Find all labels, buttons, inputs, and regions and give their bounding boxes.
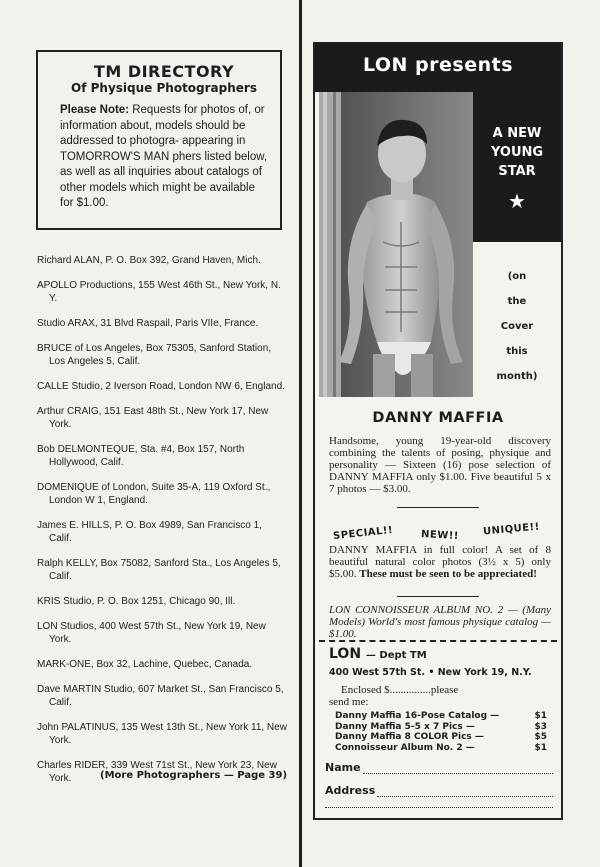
coupon-cut-line	[319, 640, 557, 642]
address-field[interactable]	[325, 784, 553, 797]
order-heading	[329, 646, 427, 662]
tagline-line: STAR	[498, 164, 536, 179]
order-dept: — Dept TM	[365, 650, 427, 661]
special-banner	[325, 518, 551, 546]
list-item: APOLLO Productions, 155 West 46th St., New York, N. Y.	[37, 280, 281, 304]
album-offer: LON CONNOISSEUR ALBUM NO. 2 — (Many Models) World's most famous physique catalog — $1.00.	[329, 604, 551, 640]
item-name: Danny Maffia 8 COLOR Pics —	[335, 732, 484, 742]
tagline	[473, 124, 561, 181]
list-item: KRIS Studio, P. O. Box 1251, Chicago 90, Ill.	[37, 596, 236, 607]
enclosed-send-me: send me:	[329, 696, 369, 708]
list-item: Arthur CRAIG, 151 East 48th St., New York 17, New York.	[37, 406, 269, 430]
star-icon: ★	[508, 191, 526, 213]
item-price: $1	[534, 711, 547, 721]
color-offer-text: DANNY MAFFIA in full color! A set of 8 beautiful natural color photos (3½ x 5) only $5.00.	[329, 544, 551, 580]
cover-note-line: this	[506, 346, 528, 357]
directory-title: TM DIRECTORY	[93, 62, 235, 81]
table-row[interactable]	[335, 711, 547, 722]
tagline-line: A NEW	[492, 126, 542, 141]
divider-rule	[397, 596, 479, 597]
item-name: Connoisseur Album No. 2 —	[335, 742, 475, 753]
table-row[interactable]	[335, 722, 547, 733]
ad-header-title: LON presents	[362, 54, 514, 76]
item-price: $3	[534, 721, 547, 732]
page-divider	[299, 0, 302, 867]
item-name: Danny Maffia 16-Pose Catalog —	[335, 711, 500, 721]
enclosed-amount: Enclosed $...............please	[341, 684, 459, 696]
list-item: Dave MARTIN Studio, 607 Market St., San Francisco 5, Calif.	[37, 684, 284, 708]
table-row[interactable]	[335, 743, 547, 754]
item-price: $5	[534, 732, 547, 742]
model-photo	[319, 92, 473, 397]
ad-header	[315, 44, 561, 92]
model-photo-illustration	[319, 92, 473, 397]
color-offer-note: These must be seen to be appreciated!	[359, 568, 537, 580]
photographer-list	[37, 254, 287, 797]
tagline-line: YOUNG	[490, 145, 544, 160]
list-item: DOMENIQUE of London, Suite 35-A, 119 Oxford St., London W 1, England.	[37, 482, 271, 506]
list-item: MARK-ONE, Box 32, Lachine, Quebec, Canada.	[37, 659, 253, 670]
list-item: Ralph KELLY, Box 75082, Sanford Sta., Los Angeles 5, Calif.	[37, 558, 281, 582]
more-photographers-note: (More Photographers — Page 39)	[100, 770, 288, 781]
order-brand: LON	[329, 646, 362, 662]
cover-note-line: month)	[496, 371, 538, 382]
color-offer	[329, 544, 551, 580]
address-second-line[interactable]	[325, 807, 553, 808]
item-name: Danny Maffia 5-5 x 7 Pics —	[335, 721, 475, 732]
new-word: NEW!!	[420, 529, 460, 542]
address-label: Address	[325, 784, 376, 797]
enclosed-line	[329, 684, 551, 708]
star-name: DANNY MAFFIA	[372, 410, 504, 426]
address-input-line[interactable]	[377, 787, 553, 797]
list-item: Studio ARAX, 31 Blvd Raspail, Paris VIIe, France.	[37, 318, 259, 329]
divider-rule	[397, 507, 479, 508]
list-item: James E. HILLS, P. O. Box 4989, San Francisco 1, Calif.	[37, 520, 262, 544]
list-item: Richard ALAN, P. O. Box 392, Grand Haven, Mich.	[37, 255, 261, 266]
note-label: Please Note:	[60, 104, 130, 116]
list-item: Charles RIDER, 339 West 71st St., New York 23, New York.	[37, 760, 277, 784]
cover-note	[483, 264, 551, 389]
list-item: BRUCE of Los Angeles, Box 75305, Sanford Station, Los Angeles 5, Calif.	[37, 343, 272, 367]
name-label: Name	[325, 761, 361, 774]
directory-subtitle: Of Physique Photographers	[71, 81, 257, 95]
list-item: John PALATINUS, 135 West 13th St., New York 11, New York.	[37, 722, 287, 746]
unique-word: UNIQUE!!	[482, 521, 541, 538]
item-price: $1	[534, 742, 547, 753]
cover-note-line: Cover	[500, 321, 534, 332]
cover-note-line: the	[507, 296, 527, 307]
table-row[interactable]	[335, 732, 547, 743]
order-address: 400 West 57th St. • New York 19, N.Y.	[329, 667, 532, 678]
note-text-part1: Requests for photos of, or information about, models should be addressed to photogra-	[60, 104, 265, 147]
name-input-line[interactable]	[363, 764, 553, 774]
star-description: Handsome, young 19-year-old discovery combining the talents of posing, physique and personality — Sixteen (16) pose selection of DANNY MAFFIA only $1.00. Five beautiful 5 x 7 photos — $3.00.	[329, 435, 551, 495]
special-word: SPECIAL!!	[332, 524, 394, 543]
directory-box	[36, 50, 282, 230]
cover-note-line: (on	[507, 271, 527, 282]
list-item: CALLE Studio, 2 Iverson Road, London NW 6, England.	[37, 381, 285, 392]
lon-advertisement	[313, 42, 563, 820]
list-item: Bob DELMONTEQUE, Sta. #4, Box 157, North Hollywood, Calif.	[37, 444, 245, 468]
list-item: LON Studios, 400 West 57th St., New York 19, New York.	[37, 621, 266, 645]
note-text-part3: phers listed below, as well as all inquiries about catalogs of other models which might be available for $1.00.	[60, 150, 268, 209]
name-field[interactable]	[325, 761, 553, 774]
directory-note	[60, 103, 268, 212]
note-text-part2: appearing in TOMORROW'S MAN	[60, 135, 246, 163]
order-items-table	[335, 711, 547, 753]
